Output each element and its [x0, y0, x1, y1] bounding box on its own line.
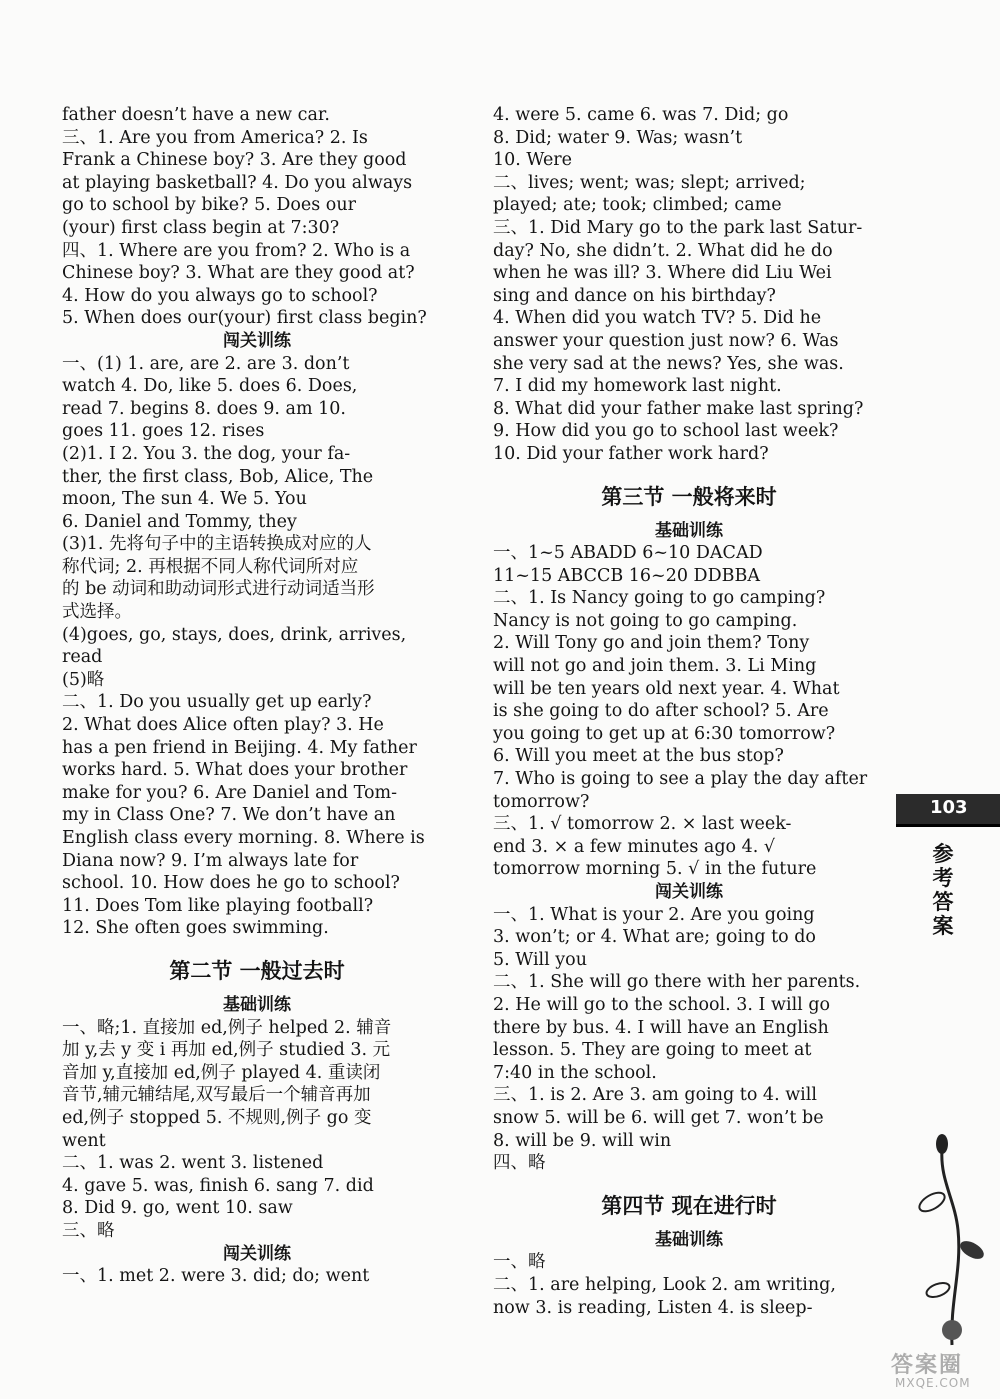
answer-line: 音加 y,直接加 ed,例子 played 4. 重读闭	[62, 1062, 381, 1083]
answer-line: now 3. is reading, Listen 4. is sleep-	[493, 1297, 813, 1318]
answer-line: 7. I did my homework last night.	[493, 376, 782, 397]
stamp-main: 答案圈	[891, 1353, 964, 1378]
subsection-heading: 闯关训练	[223, 330, 291, 351]
answer-line: father doesn’t have a new car.	[62, 105, 330, 125]
answer-line: 4. gave 5. was, finish 6. sang 7. did	[62, 1175, 374, 1196]
answer-line: 10. Were	[493, 150, 573, 171]
answer-line: 3. won’t; or 4. What are; going to do	[493, 927, 816, 948]
answer-line: 三、略	[62, 1220, 115, 1241]
side-label: 参考答案	[932, 842, 954, 938]
answer-line: 二、1. Do you usually get up early?	[62, 692, 372, 713]
answer-line: 2. Will Tony go and join them? Tony	[493, 633, 810, 654]
answer-line: 一、1. met 2. were 3. did; do; went	[62, 1266, 370, 1287]
answer-line: played; ate; took; climbed; came	[493, 195, 782, 216]
answer-line: will not go and join them. 3. Li Ming	[493, 656, 817, 677]
answer-line: read	[62, 647, 103, 668]
answer-line: 2. He will go to the school. 3. I will go	[493, 994, 831, 1015]
answer-line: 6. Daniel and Tommy, they	[62, 511, 297, 532]
answer-line: 的 be 动词和助动词形式进行动词适当形	[62, 579, 375, 600]
subsection-heading: 闯关训练	[223, 1243, 291, 1264]
answer-line: 四、1. Where are you from? 2. Who is a	[62, 240, 411, 261]
answer-line: 2. What does Alice often play? 3. He	[62, 715, 384, 736]
answer-line: 8. will be 9. will win	[493, 1130, 672, 1151]
answer-line: 8. Did; water 9. Was; wasn’t	[493, 127, 743, 148]
section-heading: 第二节 一般过去时	[169, 958, 345, 983]
answer-line: 三、1. is 2. Are 3. am going to 4. will	[493, 1085, 817, 1106]
page-number: 103	[930, 797, 968, 818]
answer-line: 6. Will you meet at the bus stop?	[493, 746, 784, 767]
answer-line: 一、1~5 ABADD 6~10 DACAD	[493, 543, 763, 564]
answer-line: Frank a Chinese boy? 3. Are they good	[62, 150, 407, 171]
answer-line: (4)goes, go, stays, does, drink, arrives,	[62, 624, 407, 645]
answer-line: my in Class One? 7. We don’t have an	[62, 805, 396, 826]
answer-line: 一、略;1. 直接加 ed,例子 helped 2. 辅音	[62, 1017, 392, 1038]
subsection-heading: 基础训练	[655, 1229, 723, 1250]
answer-line: 三、1. Did Mary go to the park last Satur-	[493, 217, 863, 238]
answer-line: there by bus. 4. I will have an English	[493, 1017, 829, 1038]
answer-line: moon, The sun 4. We 5. You	[62, 489, 307, 510]
answer-line: (5)略	[62, 669, 105, 690]
answer-line: when he was ill? 3. Where did Liu Wei	[493, 263, 832, 284]
answer-line: make for you? 6. Are Daniel and Tom-	[62, 782, 397, 803]
answer-line: school. 10. How does he go to school?	[62, 873, 400, 894]
answer-line: 4. were 5. came 6. was 7. Did; go	[493, 105, 789, 125]
answer-line: works hard. 5. What does your brother	[62, 760, 408, 781]
answer-line: 三、1. Are you from America? 2. Is	[62, 127, 368, 148]
answer-line: 二、1. She will go there with her parents.	[493, 972, 861, 993]
answer-line: 三、1. √ tomorrow 2. × last week-	[493, 814, 792, 835]
answer-line: read 7. begins 8. does 9. am 10.	[62, 398, 346, 419]
answer-line: 9. How did you go to school last week?	[493, 421, 839, 442]
answer-line: Chinese boy? 3. What are they good at?	[62, 263, 415, 284]
answer-line: ed,例子 stopped 5. 不规则,例子 go 变	[62, 1107, 372, 1128]
answer-line: tomorrow?	[493, 791, 590, 812]
section-heading: 第三节 一般将来时	[601, 484, 777, 509]
answer-line: lesson. 5. They are going to meet at	[493, 1040, 812, 1061]
answer-line: 二、1. was 2. went 3. listened	[62, 1153, 324, 1174]
answer-line: 7:40 in the school.	[493, 1062, 657, 1083]
answer-line: she very sad at the news? Yes, she was.	[493, 353, 844, 374]
answer-line: 8. Did 9. go, went 10. saw	[62, 1198, 293, 1219]
answer-line: 二、lives; went; was; slept; arrived;	[493, 172, 806, 193]
subsection-heading: 基础训练	[223, 994, 291, 1015]
answer-line: 二、1. are helping, Look 2. am writing,	[493, 1274, 836, 1295]
answer-line: (3)1. 先将句子中的主语转换成对应的人	[62, 534, 372, 555]
answer-line: 一、略	[493, 1252, 546, 1273]
answer-line: 式选择。	[62, 602, 132, 623]
answer-line: 二、1. Is Nancy going to go camping?	[493, 588, 826, 609]
answer-line: 音节,辅元辅结尾,双写最后一个辅音再加	[62, 1085, 371, 1106]
left-column	[62, 104, 452, 1288]
answer-line: 11~15 ABCCB 16~20 DDBBA	[493, 565, 760, 586]
answer-line: 8. What did your father make last spring?	[493, 398, 864, 419]
answer-line: went	[62, 1130, 106, 1151]
stamp-sub: MXQE.COM	[895, 1376, 971, 1390]
answer-line: 11. Does Tom like playing football?	[62, 895, 374, 916]
plant-decoration-icon	[912, 1130, 992, 1350]
answer-line: watch 4. Do, like 5. does 6. Does,	[62, 376, 358, 397]
answer-line: is she going to do after school? 5. Are	[493, 701, 829, 722]
section-heading: 第四节 现在进行时	[601, 1193, 777, 1218]
answer-line: 12. She often goes swimming.	[62, 918, 329, 939]
answer-line: sing and dance on his birthday?	[493, 285, 776, 306]
answer-line: 4. How do you always go to school?	[62, 285, 378, 306]
answer-line: 称代词; 2. 再根据不同人称代词所对应	[62, 556, 359, 577]
answer-line: 5. Will you	[493, 949, 587, 970]
answer-line: end 3. × a few minutes ago 4. √	[493, 836, 776, 857]
answer-line: 加 y,去 y 变 i 再加 ed,例子 studied 3. 元	[62, 1040, 391, 1061]
answer-line: has a pen friend in Beijing. 4. My father	[62, 737, 417, 758]
right-column	[493, 104, 885, 1319]
answer-line: you going to get up at 6:30 tomorrow?	[493, 723, 836, 744]
answer-line: Diana now? 9. I’m always late for	[62, 850, 359, 871]
answer-line: answer your question just now? 6. Was	[493, 330, 839, 351]
answer-line: snow 5. will be 6. will get 7. won’t be	[493, 1107, 824, 1128]
answer-line: at playing basketball? 4. Do you always	[62, 172, 413, 193]
answer-line: day? No, she didn’t. 2. What did he do	[493, 240, 833, 261]
answer-line: (your) first class begin at 7:30?	[62, 217, 340, 238]
answer-line: go to school by bike? 5. Does our	[62, 195, 356, 216]
answer-line: goes 11. goes 12. rises	[62, 421, 265, 442]
watermark-stamp	[883, 1348, 1000, 1394]
answer-line: 5. When does our(your) first class begin?	[62, 308, 427, 329]
answer-line: 四、略	[493, 1153, 546, 1174]
answer-line: 一、(1) 1. are, are 2. are 3. don’t	[62, 353, 350, 374]
answer-line: ther, the first class, Bob, Alice, The	[62, 466, 374, 487]
answer-line: Nancy is not going to go camping.	[493, 610, 798, 631]
subsection-heading: 闯关训练	[655, 882, 723, 902]
page-number-tab	[896, 794, 1000, 827]
subsection-heading: 基础训练	[655, 520, 723, 541]
answer-line: 10. Did your father work hard?	[493, 443, 769, 464]
answer-line: tomorrow morning 5. √ in the future	[493, 859, 817, 880]
answer-line: 一、1. What is your 2. Are you going	[493, 904, 815, 925]
answer-line: English class every morning. 8. Where is	[62, 828, 425, 848]
answer-line: 7. Who is going to see a play the day after	[493, 769, 868, 790]
answer-line: 4. When did you watch TV? 5. Did he	[493, 308, 822, 329]
answer-line: will be ten years old next year. 4. What	[493, 678, 840, 699]
answer-line: (2)1. I 2. You 3. the dog, your fa-	[62, 443, 351, 464]
